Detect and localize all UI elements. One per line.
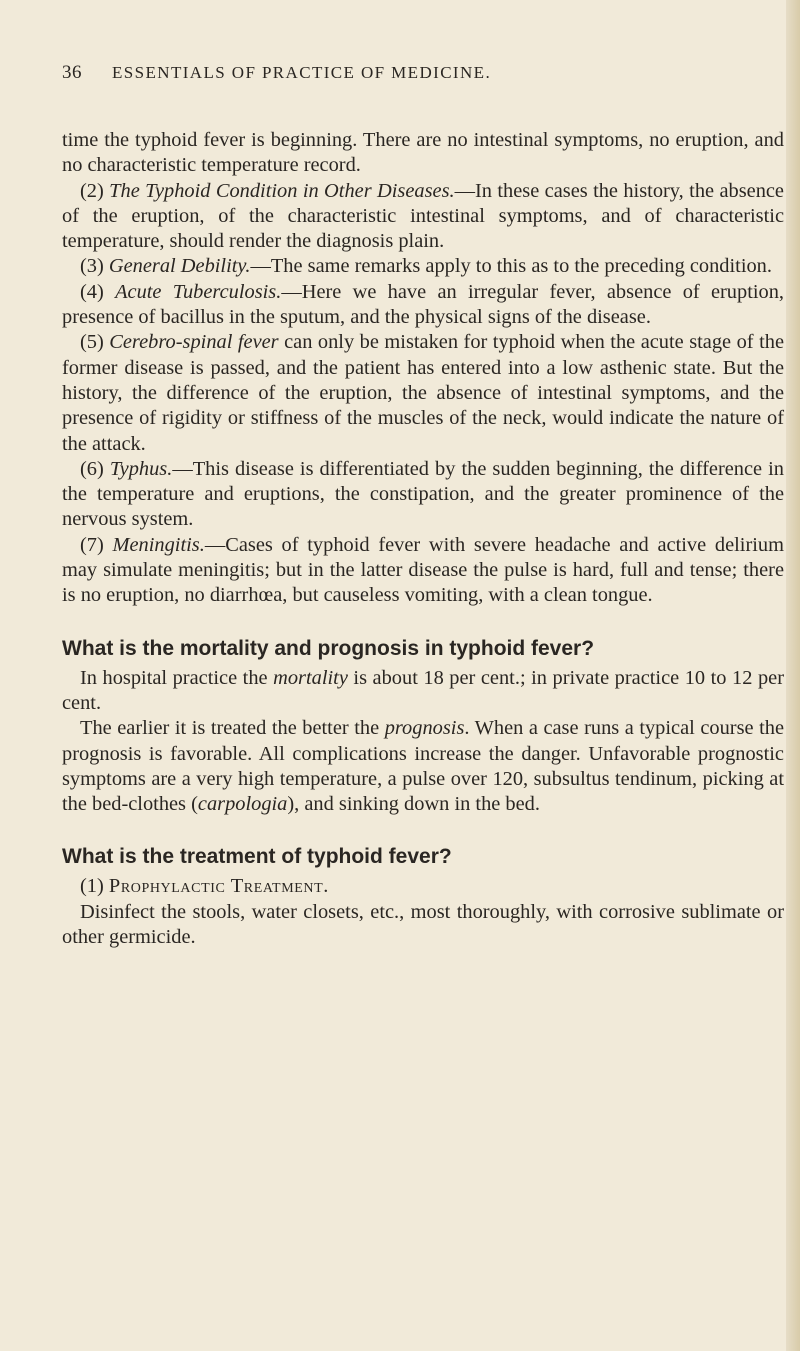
paragraph-typhoid-condition bbox=[62, 179, 784, 255]
item-body: —In these cases the history, the absence of the eruption, of the characteristic intestinal symptoms, and of characteristic temperature, should render the diagnosis plain. bbox=[62, 179, 784, 253]
page-edge-shadow bbox=[786, 0, 800, 1351]
paragraph-continuation bbox=[62, 128, 784, 179]
paragraph-meningitis bbox=[62, 533, 784, 609]
paragraph-disinfect bbox=[62, 900, 784, 951]
item-title: Meningitis. bbox=[112, 533, 205, 556]
text-segment: ), and sinking down in the bed. bbox=[287, 793, 540, 816]
text-segment: is about 18 per cent.; in private practice 10 to 12 per cent. bbox=[62, 666, 784, 714]
item-number: (6) bbox=[80, 457, 110, 480]
emphasis-mortality: mortality bbox=[273, 666, 348, 689]
paragraph-mortality-rate bbox=[62, 666, 784, 717]
section-heading-mortality: What is the mortality and prognosis in typhoid fever? bbox=[62, 636, 595, 660]
item-body: —This disease is differentiated by the sudden beginning, the difference in the temperature and eruptions, the constipation, and the greater prominence of the nervous system. bbox=[62, 457, 784, 531]
item-title: General Debility. bbox=[108, 255, 251, 278]
paragraph-prognosis bbox=[62, 716, 784, 817]
paragraph-typhus bbox=[62, 457, 784, 533]
book-page bbox=[62, 62, 784, 950]
paragraph-text: time the typhoid fever is beginning. There are no intestinal symptoms, no eruption, and no characteristic temperature record. bbox=[62, 129, 784, 177]
subheading-prophylactic bbox=[62, 874, 784, 899]
paragraph-text: Disinfect the stools, water closets, etc., most thoroughly, with corrosive sublimate or other germicide. bbox=[62, 900, 784, 949]
emphasis-prognosis: prognosis bbox=[384, 717, 465, 740]
item-body: can only be mistaken for typhoid when the acute stage of the former disease is passed, and the patient has entered into a low asthenic state. But the history, the difference of the eruption, the absence of intestinal symptoms, and the presence of rigidity or stiffness of the muscles of the neck, would indicate the nature of the attack. bbox=[62, 331, 784, 455]
item-number: (7) bbox=[80, 533, 113, 556]
item-body: —The same remarks apply to this as to the preceding condition. bbox=[250, 255, 772, 278]
item-number: (1) bbox=[80, 875, 109, 898]
section-heading-treatment: What is the treatment of typhoid fever? bbox=[62, 845, 452, 869]
item-title: Cerebro-spinal fever bbox=[109, 331, 279, 354]
item-title: Typhus. bbox=[109, 457, 173, 480]
text-segment: . When a case runs a typical course the prognosis is favorable. All complications increase the danger. Unfavorable prognostic symptoms are a very high temperature, a pulse over 120, subsultus tendinum, picking at the bed-clothes ( bbox=[62, 717, 784, 816]
item-body: —Here we have an irregular fever, absence of eruption, presence of bacillus in the sputum, and the physical signs of the disease. bbox=[62, 280, 785, 329]
paragraph-acute-tuberculosis bbox=[62, 280, 784, 331]
page-number: 36 bbox=[62, 62, 82, 83]
item-number: (5) bbox=[80, 331, 110, 354]
running-header bbox=[62, 62, 784, 90]
item-title: Acute Tuberculosis. bbox=[115, 280, 282, 303]
text-segment: The earlier it is treated the better the bbox=[80, 717, 385, 740]
running-title: ESSENTIALS OF PRACTICE OF MEDICINE. bbox=[112, 63, 492, 82]
text-segment: In hospital practice the bbox=[80, 666, 274, 689]
item-body: —Cases of typhoid fever with severe headache and active delirium may simulate meningitis; but in the latter disease the pulse is hard, full and tense; there is no eruption, no diarrhœa, but causeless vomiting, with a clean tongue. bbox=[62, 533, 784, 607]
item-number: (4) bbox=[80, 280, 116, 303]
item-title: Prophylactic Treatment. bbox=[108, 875, 329, 898]
paragraph-cerebro-spinal-fever bbox=[62, 330, 784, 456]
item-number: (2) bbox=[80, 179, 110, 202]
emphasis-carpologia: carpologia bbox=[197, 793, 288, 816]
paragraph-general-debility bbox=[62, 254, 784, 279]
item-number: (3) bbox=[80, 255, 109, 278]
item-title: The Typhoid Condition in Other Diseases. bbox=[109, 179, 455, 202]
